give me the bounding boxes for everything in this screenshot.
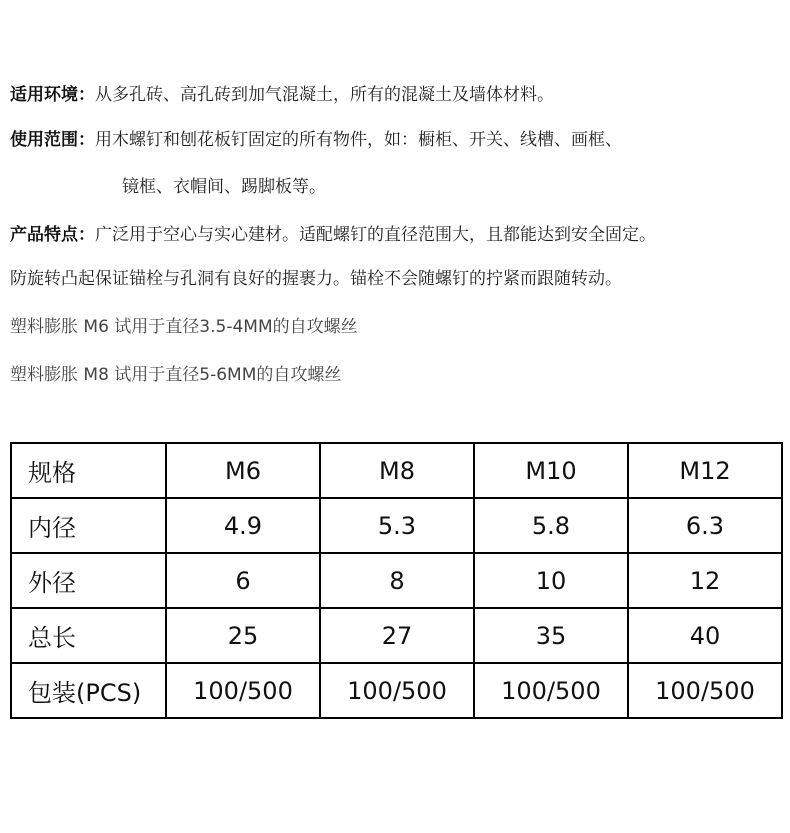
table-row bbox=[11, 553, 782, 608]
table-row bbox=[11, 443, 782, 498]
table-cell: 12 bbox=[628, 553, 782, 608]
scope-line bbox=[10, 129, 622, 151]
table-cell: 27 bbox=[320, 608, 474, 663]
row-label: 包装(PCS) bbox=[11, 663, 166, 718]
table-cell: 35 bbox=[474, 608, 628, 663]
note-m8: 塑料膨胀 M8 试用于直径5-6MM的自攻螺丝 bbox=[10, 365, 342, 385]
features-text-2: 防旋转凸起保证锚栓与孔洞有良好的握裹力。锚栓不会随螺钉的拧紧而跟随转动。 bbox=[10, 269, 622, 289]
environment-label: 适用环境： bbox=[10, 85, 95, 105]
table-cell: 6 bbox=[166, 553, 320, 608]
scope-label: 使用范围： bbox=[10, 130, 95, 150]
note-m6: 塑料膨胀 M6 试用于直径3.5-4MM的自攻螺丝 bbox=[10, 317, 358, 337]
scope-line-2 bbox=[122, 176, 326, 198]
features-text: 广泛用于空心与实心建材。适配螺钉的直径范围大，且都能达到安全固定。 bbox=[95, 225, 656, 245]
scope-text-2: 镜框、衣帽间、踢脚板等。 bbox=[122, 177, 326, 197]
row-label: 外径 bbox=[11, 553, 166, 608]
table-cell: 100/500 bbox=[166, 663, 320, 718]
table-cell: M12 bbox=[628, 443, 782, 498]
table-cell: M6 bbox=[166, 443, 320, 498]
table-cell: 6.3 bbox=[628, 498, 782, 553]
features-line bbox=[10, 224, 656, 246]
table-cell: 4.9 bbox=[166, 498, 320, 553]
table-cell: 8 bbox=[320, 553, 474, 608]
table-cell: 100/500 bbox=[628, 663, 782, 718]
table-row bbox=[11, 663, 782, 718]
table-cell: 25 bbox=[166, 608, 320, 663]
table-cell: 100/500 bbox=[320, 663, 474, 718]
table-cell: 40 bbox=[628, 608, 782, 663]
table-cell: 10 bbox=[474, 553, 628, 608]
row-label: 内径 bbox=[11, 498, 166, 553]
features-line-2 bbox=[10, 268, 622, 290]
table-row bbox=[11, 608, 782, 663]
table-cell: 100/500 bbox=[474, 663, 628, 718]
table-row bbox=[11, 498, 782, 553]
row-label: 总长 bbox=[11, 608, 166, 663]
table-cell: 5.3 bbox=[320, 498, 474, 553]
environment-line bbox=[10, 84, 554, 106]
table-cell: M10 bbox=[474, 443, 628, 498]
row-label: 规格 bbox=[11, 443, 166, 498]
table-cell: M8 bbox=[320, 443, 474, 498]
table-cell: 5.8 bbox=[474, 498, 628, 553]
features-label: 产品特点： bbox=[10, 225, 95, 245]
spec-table bbox=[10, 442, 783, 719]
environment-text: 从多孔砖、高孔砖到加气混凝土，所有的混凝土及墙体材料。 bbox=[95, 85, 554, 105]
scope-text: 用木螺钉和刨花板钉固定的所有物件，如：橱柜、开关、线槽、画框、 bbox=[95, 130, 622, 150]
